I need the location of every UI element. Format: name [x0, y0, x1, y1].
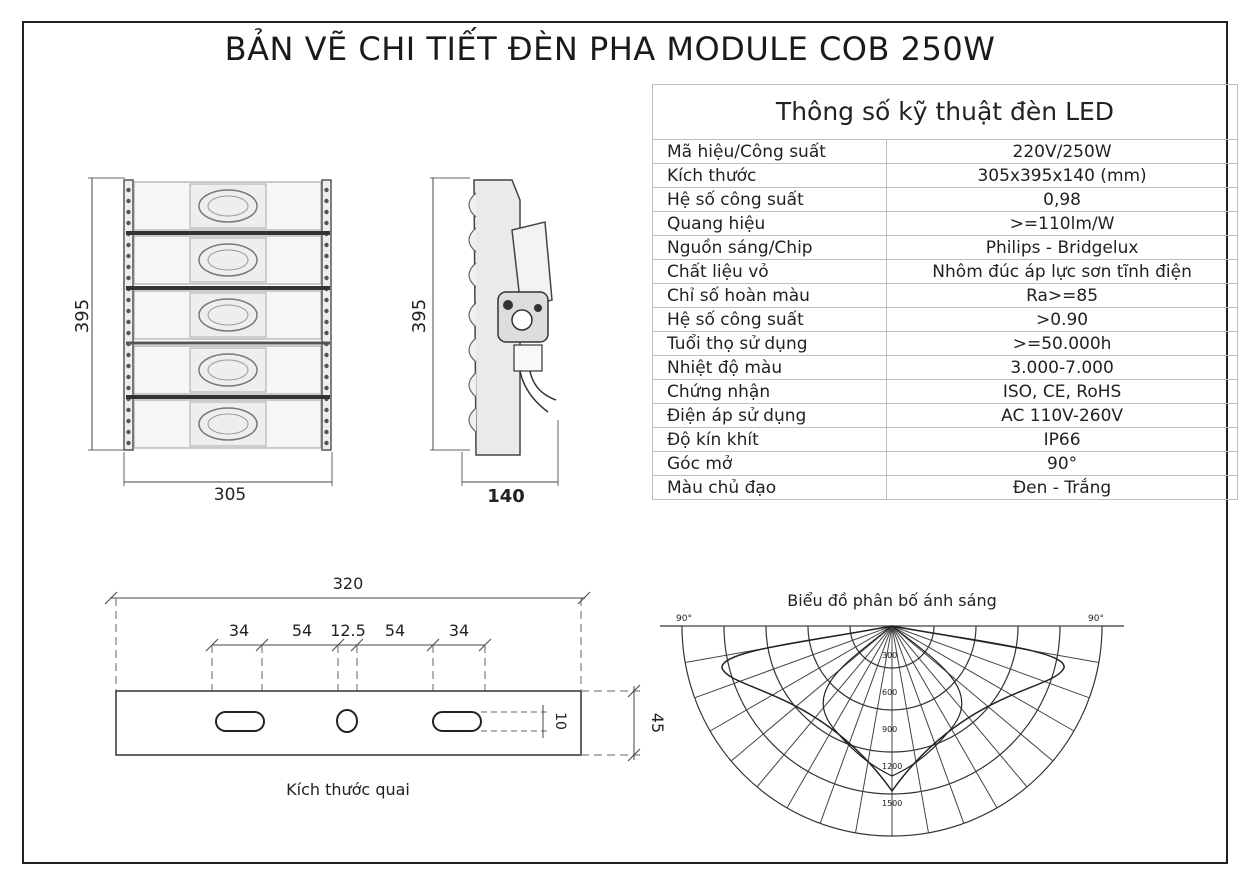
spec-value: IP66: [887, 428, 1238, 452]
side-height-label: 395: [409, 298, 430, 334]
spec-value: >=50.000h: [887, 332, 1238, 356]
bracket-drawing: [105, 592, 640, 761]
spec-value: ISO, CE, RoHS: [887, 380, 1238, 404]
bracket-height-label: 45: [648, 712, 667, 734]
front-width-label: 305: [213, 485, 247, 505]
bracket-segment-label: 34: [448, 621, 470, 640]
spec-value: AC 110V-260V: [887, 404, 1238, 428]
front-view: [88, 178, 332, 486]
bracket-segment-label: 54: [291, 621, 313, 640]
bracket-total-label: 320: [332, 574, 364, 593]
spec-label: Màu chủ đạo: [653, 476, 887, 500]
spec-label: Chỉ số hoàn màu: [653, 284, 887, 308]
spec-label: Chất liệu vỏ: [653, 260, 887, 284]
spec-value: 3.000-7.000: [887, 356, 1238, 380]
spec-value: Nhôm đúc áp lực sơn tĩnh điện: [887, 260, 1238, 284]
polar-ring-label: 600: [882, 688, 898, 697]
spec-label: Góc mở: [653, 452, 887, 476]
polar-ring-label: 300: [882, 651, 898, 660]
front-height-label: 395: [72, 298, 93, 334]
spec-label: Quang hiệu: [653, 212, 887, 236]
spec-label: Hệ số công suất: [653, 308, 887, 332]
spec-label: Điện áp sử dụng: [653, 404, 887, 428]
polar-angle-right: 90°: [1088, 614, 1104, 624]
bracket-slot-label: 10: [552, 712, 568, 730]
side-lenses: [469, 193, 476, 432]
side-view: [430, 178, 558, 486]
led-modules: [134, 182, 321, 448]
spec-value: >=110lm/W: [887, 212, 1238, 236]
spec-value: 0,98: [887, 188, 1238, 212]
bracket-segment-label: 54: [384, 621, 406, 640]
spec-value: 220V/250W: [887, 140, 1238, 164]
polar-ring-label: 900: [882, 725, 898, 734]
spec-value: >0.90: [887, 308, 1238, 332]
spec-value: Ra>=85: [887, 284, 1238, 308]
spec-label: Hệ số công suất: [653, 188, 887, 212]
spec-label: Nhiệt độ màu: [653, 356, 887, 380]
spec-label: Tuổi thọ sử dụng: [653, 332, 887, 356]
spec-label: Kích thước: [653, 164, 887, 188]
spec-value: Philips - Bridgelux: [887, 236, 1238, 260]
bracket-segment-label: 12.5: [330, 621, 366, 640]
bracket-segment-label: 34: [228, 621, 250, 640]
spec-value: 90°: [887, 452, 1238, 476]
bracket-segment-labels: [229, 621, 469, 640]
spec-label: Mã hiệu/Công suất: [653, 140, 887, 164]
spec-table-heading: Thông số kỹ thuật đèn LED: [653, 85, 1238, 140]
side-depth-label: 140: [487, 486, 525, 507]
spec-label: Độ kín khít: [653, 428, 887, 452]
polar-ring-label: 1200: [882, 762, 903, 771]
spec-value: Đen - Trắng: [887, 476, 1238, 500]
polar-ring-label: 1500: [882, 799, 903, 808]
polar-angle-left: 90°: [676, 614, 692, 624]
spec-label: Chứng nhận: [653, 380, 887, 404]
polar-title: Biểu đồ phân bố ánh sáng: [787, 591, 997, 610]
spec-value: 305x395x140 (mm): [887, 164, 1238, 188]
spec-label: Nguồn sáng/Chip: [653, 236, 887, 260]
drawing-title: BẢN VẼ CHI TIẾT ĐÈN PHA MODULE COB 250W: [224, 30, 996, 68]
bracket-caption: Kích thước quai: [286, 780, 410, 799]
